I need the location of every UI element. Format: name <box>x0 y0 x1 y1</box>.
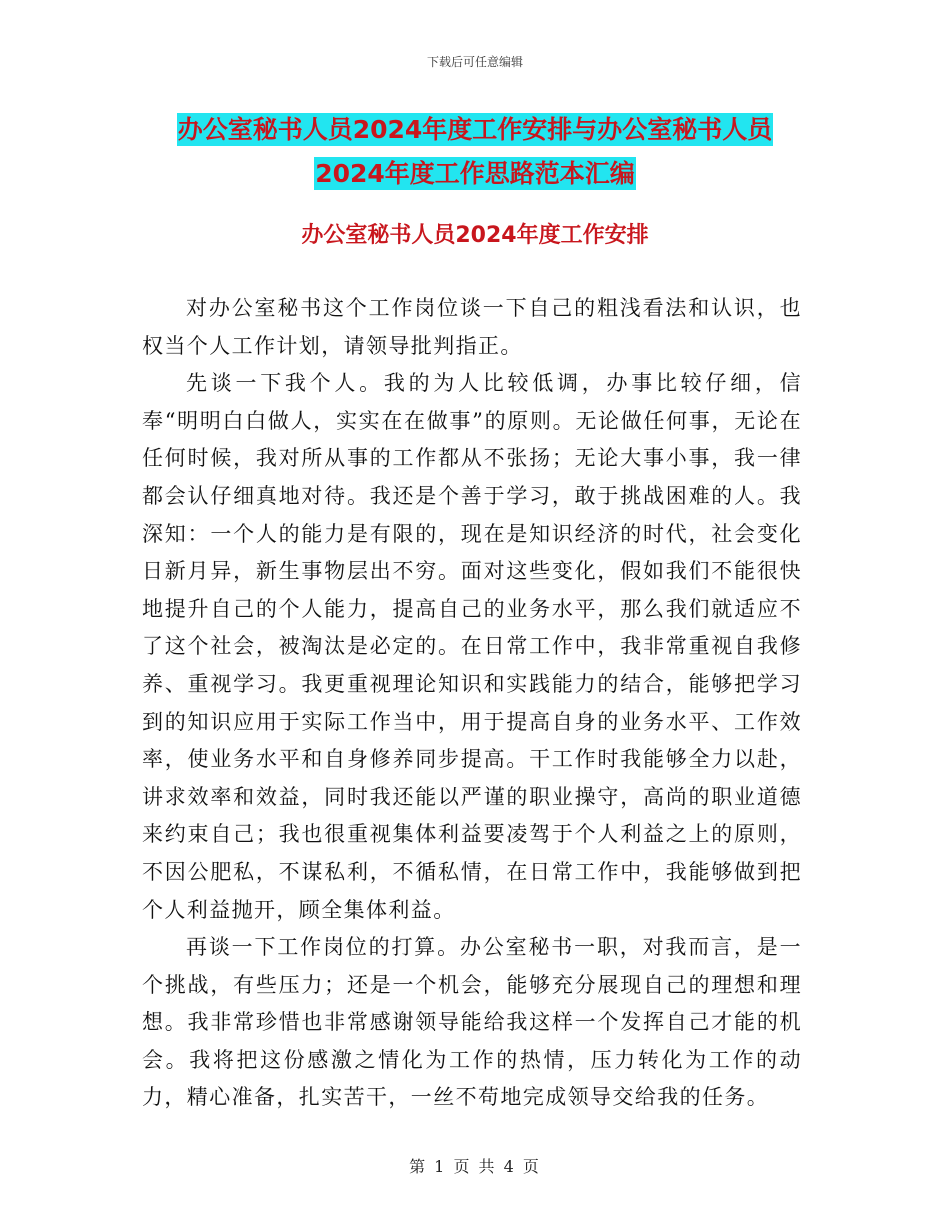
document-title <box>140 108 810 196</box>
section-title: 办公室秘书人员2024年度工作安排 <box>301 223 649 248</box>
document-title-line-1: 办公室秘书人员2024年度工作安排与办公室秘书人员 <box>177 115 773 144</box>
page-number: 第 1 页 共 4 页 <box>409 1157 541 1176</box>
header-note: 下载后可任意编辑 <box>426 55 523 69</box>
paragraph-personal: 先谈一下我个人。我的为人比较低调，办事比较仔细，信奉“明明白白做人，实实在在做事”的原则。无论做任何事，无论在任何时候，我对所从事的工作都从不张扬；无论大事小事，我一律都会认仔细真地对待。我还是个善于学习，敢于挑战困难的人。我深知：一个人的能力是有限的，现在是知识经济的时代，社会变化日新月异，新生事物层出不穷。面对这些变化，假如我们不能很快地提升自己的个人能力，提高自己的业务水平，那么我们就适应不了这个社会，被淘汰是必定的。在日常工作中，我非常重视自我修养、重视学习。我更重视理论知识和实践能力的结合，能够把学习到的知识应用于实际工作当中，用于提高自身的业务水平、工作效率，使业务水平和自身修养同步提高。干工作时我能够全力以赴，讲求效率和效益，同时我还能以严谨的职业操守，高尚的职业道德来约束自己；我也很重视集体利益要凌驾于个人利益之上的原则，不因公肥私，不谋私利，不循私情，在日常工作中，我能够做到把个人利益抛开，顾全集体利益。 <box>142 371 802 922</box>
document-body <box>142 290 802 1117</box>
document-title-line-2: 2024年度工作思路范本汇编 <box>315 159 635 188</box>
paragraph-intro: 对办公室秘书这个工作岗位谈一下自己的粗浅看法和认识，也权当个人工作计划，请领导批判指正。 <box>142 296 802 358</box>
paragraph-plan: 再谈一下工作岗位的打算。办公室秘书一职，对我而言，是一个挑战，有些压力；还是一个机会，能够充分展现自己的理想和理想。我非常珍惜也非常感谢领导能给我这样一个发挥自己才能的机会。我将把这份感激之情化为工作的热情，压力转化为工作的动力，精心准备，扎实苦干，一丝不苟地完成领导交给我的任务。 <box>142 935 802 1110</box>
